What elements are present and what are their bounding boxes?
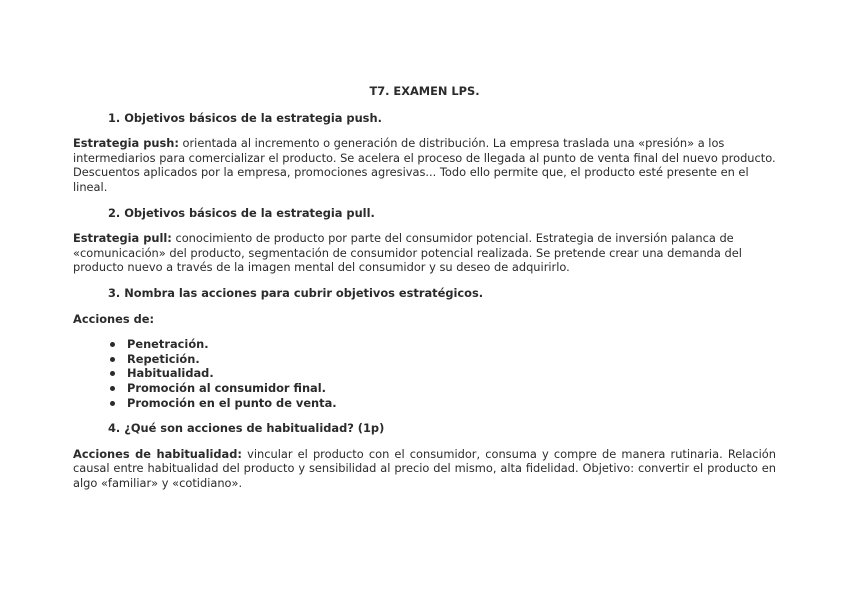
list-item — [73, 337, 776, 352]
answer-1-lead: Estrategia push: — [73, 136, 179, 151]
question-4: 4. ¿Qué son acciones de habitualidad? (1p) — [108, 421, 385, 436]
answer-1-text: orientada al incremento o generación de distribución. La empresa traslada una «presión» a los intermediarios para comercializar el producto. Se acelera el proceso de llegada al punto de venta final del nuevo producto. Descuentos aplicados por la empresa, promociones agresivas... Todo ello permite que, el producto esté presente en el lineal. — [73, 136, 776, 194]
answer-1 — [73, 136, 776, 194]
question-2: 2. Objetivos básicos de la estrategia pull. — [108, 205, 375, 220]
list-item — [73, 366, 776, 381]
answer-2 — [73, 231, 776, 275]
list-item — [73, 381, 776, 396]
bullet-icon — [110, 401, 115, 406]
answer-4-text: vincular el producto con el consumidor, consuma y compre de manera rutinaria. Relación causal entre habitualidad del producto y sensibilidad al precio del mismo, alta fidelidad. Objetivo: convertir el producto en algo «familiar» y «cotidiano». — [73, 446, 776, 490]
list-item-label: Promoción en el punto de venta. — [127, 395, 337, 410]
answer-4 — [73, 447, 776, 491]
actions-list — [73, 337, 776, 410]
list-item-label: Penetración. — [127, 337, 209, 352]
document-page — [73, 84, 776, 501]
answer-2-text: conocimiento de producto por parte del consumidor potencial. Estrategia de inversión palanca de «comunicación» del producto, segmentación de consumidor potencial realizada. Se pretende crear una demanda del producto nuevo a través de la imagen mental del consumidor y su deseo de adquirirlo. — [73, 231, 742, 275]
bullet-icon — [110, 386, 115, 391]
document-title: T7. EXAMEN LPS. — [369, 84, 480, 98]
list-item-label: Habitualidad. — [127, 366, 214, 381]
question-1: 1. Objetivos básicos de la estrategia push. — [108, 110, 382, 125]
question-3: 3. Nombra las acciones para cubrir objetivos estratégicos. — [108, 285, 484, 300]
answer-2-lead: Estrategia pull: — [73, 231, 172, 246]
bullet-icon — [110, 342, 115, 347]
actions-label: Acciones de: — [73, 311, 155, 326]
list-item — [73, 396, 776, 411]
list-item-label: Repetición. — [127, 351, 200, 366]
answer-4-lead: Acciones de habitualidad: — [73, 446, 242, 461]
bullet-icon — [110, 371, 115, 376]
list-item — [73, 352, 776, 367]
list-item-label: Promoción al consumidor final. — [127, 380, 326, 395]
bullet-icon — [110, 357, 115, 362]
